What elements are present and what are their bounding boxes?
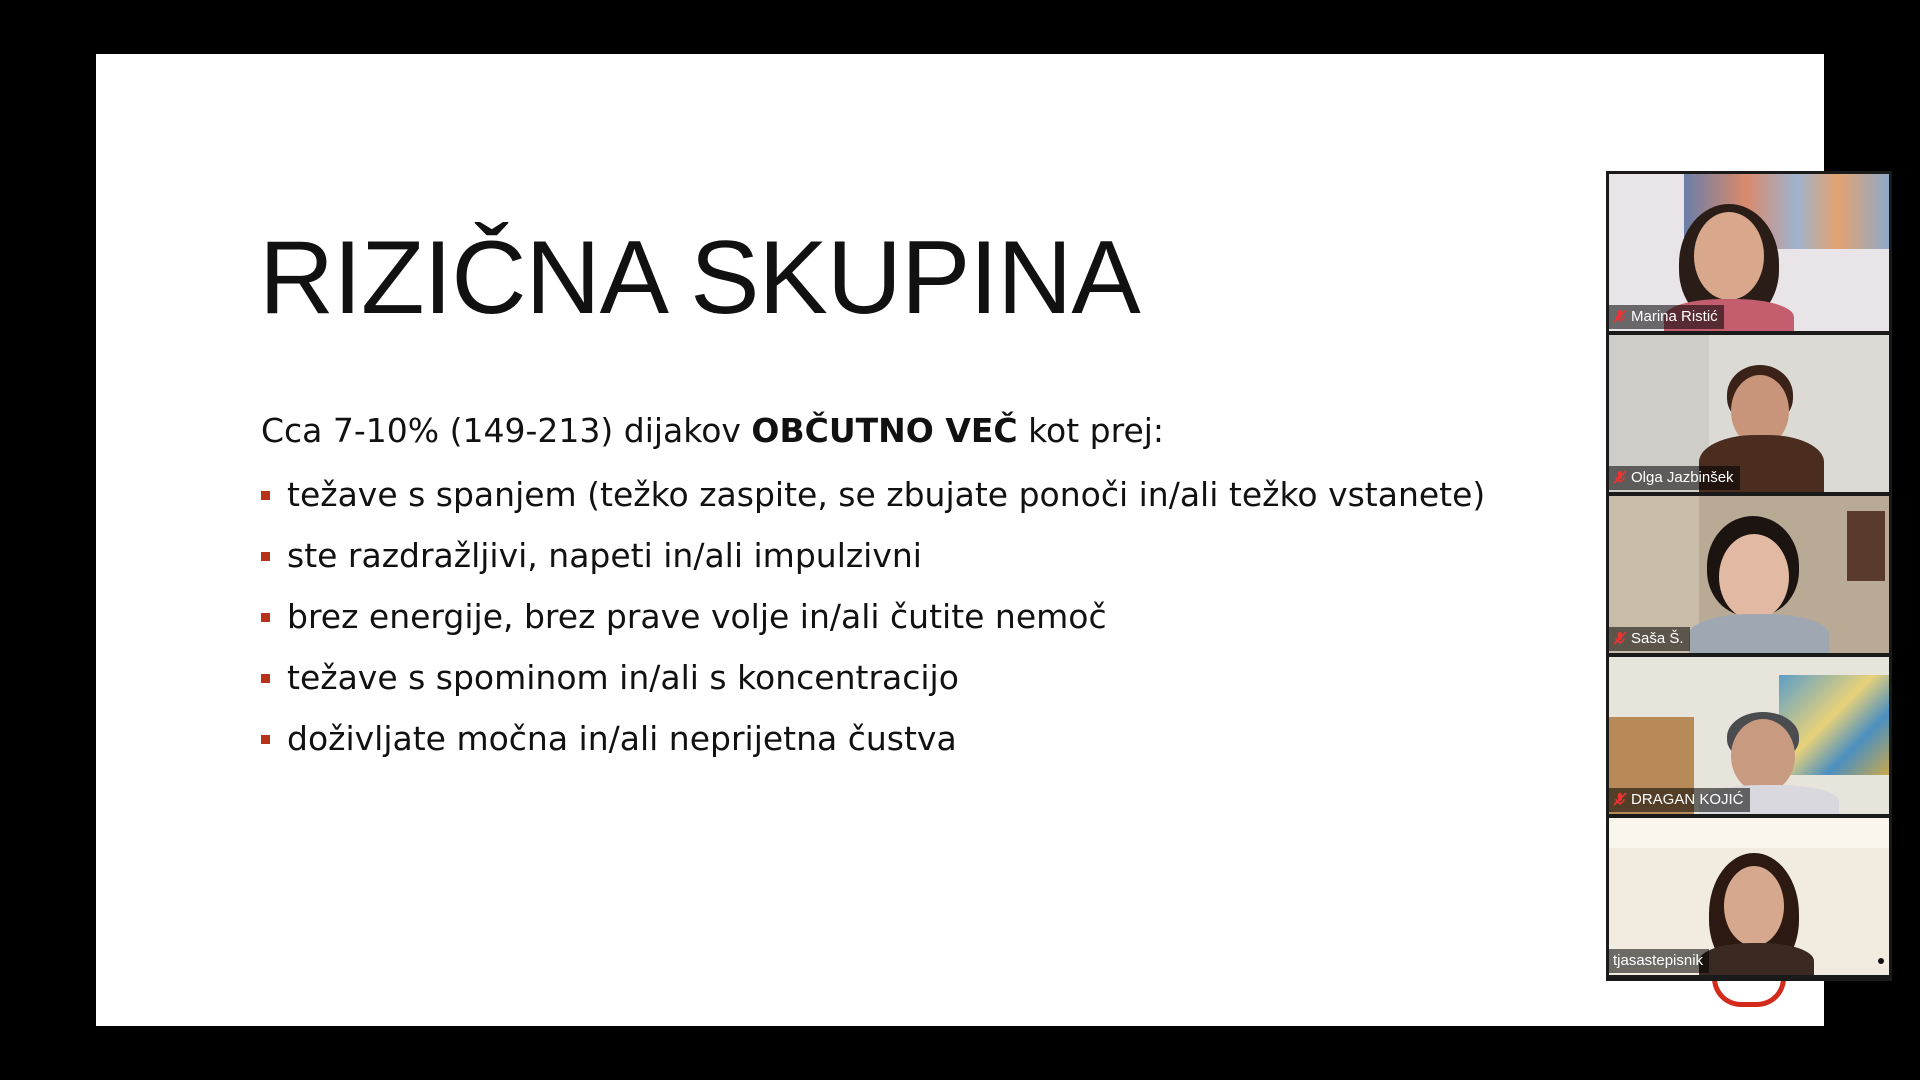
- bullet-square-icon: [261, 735, 270, 744]
- bullet-text: ste razdražljivi, napeti in/ali impulzivni: [287, 536, 922, 575]
- bullet-text: težave s spominom in/ali s koncentracijo: [287, 658, 959, 697]
- intro-suffix: kot prej:: [1017, 411, 1165, 450]
- intro-bold: OBČUTNO VEČ: [751, 411, 1018, 450]
- participant-tile[interactable]: [1609, 174, 1889, 331]
- mic-off-icon: [1613, 309, 1627, 323]
- participant-name: Olga Jazbinšek: [1631, 469, 1734, 486]
- bullet-square-icon: [261, 491, 270, 500]
- bullet-square-icon: [261, 613, 270, 622]
- body: [1689, 614, 1829, 653]
- participant-name-tag: [1609, 627, 1690, 651]
- bullet-text: doživljate močna in/ali neprijetna čustva: [287, 719, 957, 758]
- participant-tile[interactable]: [1609, 335, 1889, 492]
- participant-tile[interactable]: [1609, 496, 1889, 653]
- intro-prefix: Cca 7-10% (149-213) dijakov: [261, 411, 752, 450]
- mic-off-icon: [1613, 631, 1627, 645]
- face: [1724, 866, 1784, 946]
- slide-intro: [261, 411, 1164, 450]
- bullet-text: težave s spanjem (težko zaspite, se zbujate ponoči in/ali težko vstanete): [287, 475, 1486, 514]
- slide-title: RIZIČNA SKUPINA: [259, 220, 1140, 336]
- bullet-square-icon: [261, 552, 270, 561]
- participant-name-tag: [1609, 305, 1724, 329]
- participant-gallery[interactable]: [1606, 171, 1892, 981]
- wall-picture: [1847, 511, 1885, 581]
- face: [1731, 719, 1795, 793]
- participant-tile[interactable]: [1609, 657, 1889, 814]
- face: [1719, 534, 1789, 620]
- participant-name: Marina Ristić: [1631, 308, 1718, 325]
- participant-tile[interactable]: [1609, 818, 1889, 975]
- participant-name: DRAGAN KOJIĆ: [1631, 791, 1744, 808]
- presentation-slide: [96, 54, 1824, 1026]
- bullet-square-icon: [261, 674, 270, 683]
- participant-name: tjasastepisnik: [1613, 952, 1704, 969]
- wall-map: [1779, 675, 1889, 775]
- participant-name-tag: [1609, 949, 1709, 973]
- participant-name-tag: [1609, 466, 1740, 490]
- status-dot-icon: [1878, 958, 1884, 964]
- bullet-text: brez energije, brez prave volje in/ali čutite nemoč: [287, 597, 1107, 636]
- mic-off-icon: [1613, 470, 1627, 484]
- mic-off-icon: [1613, 792, 1627, 806]
- participant-name-tag: [1609, 788, 1750, 812]
- body: [1699, 943, 1814, 975]
- ceiling: [1609, 818, 1889, 848]
- participant-name: Saša Š.: [1631, 630, 1684, 647]
- face: [1694, 212, 1764, 300]
